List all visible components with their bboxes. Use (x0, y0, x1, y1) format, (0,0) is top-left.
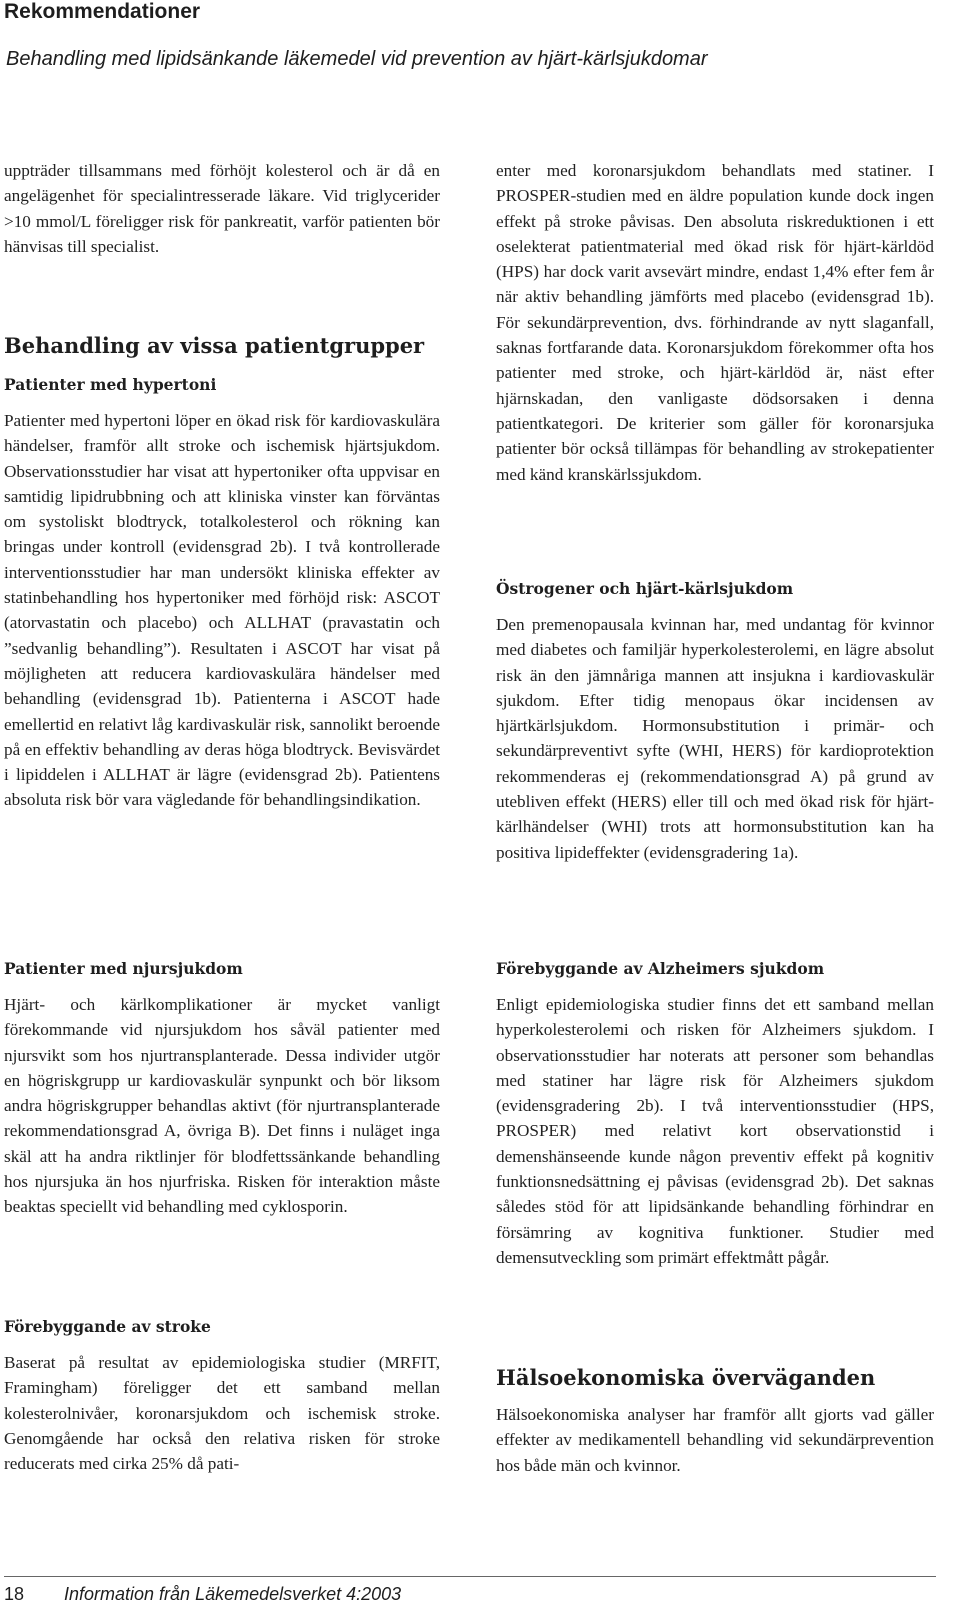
running-header-title: Rekommendationer (4, 0, 201, 23)
stroke-continued-paragraph: enter med koronarsjukdom behandlats med statiner. I PROSPER-studien med en äldre population kunde dock ingen effekt på stroke påvisas. Den absoluta riskreduktionen i ett oselekterat patientmaterial med ökad risk för hjärt-kärldöd (HPS) har dock varit avsevärt mindre, endast 1,4% efter fem år när aktiv behandling jämförts med placebo (evidensgrad 1b). För sekundärprevention, dvs. förhindrande av nytt slaganfall, saknas fortfarande data. Koronarsjukdom förekommer ofta hos patienter med stroke, och hjärt-kärldöd är, näst efter hjärnskadan, den vanligaste dödsorsaken i denna patientkategori. De kriterier som gäller för koronarsjuka patienter bör också tillämpas för behandling av strokepatienter med känd kranskärlssjukdom. (496, 161, 934, 484)
ostrogener-paragraph: Den premenopausala kvinnan har, med undantag för kvinnor med diabetes och familjär hyperkolesterolemi, en lägre absolut risk än den jämnåriga mannen att insjukna i kardiovaskulär sjukdom. Efter tidig menopaus ökar incidensen av hjärtkärlsjukdom. Hormonsubstitution i primär- och sekundärpreventivt syfte (WHI, HERS) för kardioprotektion rekommenderas ej (rekommendationsgrad A) på grund av utebliven effekt (HERS) eller till och med ökad risk för hjärt-kärlhändelser (WHI) trots att hormonsubstitution kan ha positiva lipideffekter (evidensgradering 1a). (496, 615, 934, 862)
njur-heading: Patienter med njursjukdom (4, 959, 243, 978)
halso-heading: Hälsoekonomiska överväganden (496, 1365, 876, 1390)
njur-block (4, 958, 440, 1220)
section-block-patientgrupper (4, 332, 440, 360)
stroke-paragraph: Baserat på resultat av epidemiologiska studier (MRFIT, Framingham) föreligger det ett samband mellan kolesterolnivåer, koronarsjukdom och ischemisk stroke. Genomgående har också den relativa risken för stroke reducerats med cirka 25% då pati- (4, 1353, 440, 1474)
left-column (4, 158, 440, 259)
njur-paragraph: Hjärt- och kärlkomplikationer är mycket vanligt förekommande vid njursjukdom hos såväl patienter med njursvikt som hos njurtransplanterade. Dessa individer utgör en högriskgrupp ur kardiovaskulär synpunkt och bör liksom andra högriskgrupper behandlas aktivt (för njurtransplanterade rekommendationsgrad A, övriga B). Det finns i nuläget inga skäl att ha andra riktlinjer för blodfettssänkande behandling hos njursjuka än hos njurfriska. Risken för interaktion måste beaktas speciellt vid behandling med cyklosporin. (4, 995, 440, 1217)
hypertoni-heading: Patienter med hypertoni (4, 375, 217, 394)
halso-paragraph: Hälsoekonomiska analyser har framför allt gjorts vad gäller effekter av medikamentell behandling vid sekundärprevention hos både män och kvinnor. (496, 1405, 934, 1475)
stroke-block (4, 1316, 440, 1476)
intro-paragraph: uppträder tillsammans med förhöjt kolesterol och är då en angelägenhet för specialintresserade läkare. Vid triglycerider >10 mmol/L föreligger risk för pankreatit, varför patienten bör hänvisas till specialist. (4, 161, 440, 256)
footer-divider (4, 1576, 936, 1577)
footer-source: Information från Läkemedelsverket 4:2003 (64, 1584, 402, 1604)
alzheimer-paragraph: Enligt epidemiologiska studier finns det ett samband mellan hyperkolesterolemi och risken för Alzheimers sjukdom. I observationsstudier har noterats att personer som behandlas med statiner har lägre risk för Alzheimers sjukdom (evidensgradering 2b). I två interventionsstudier (HPS, PROSPER) med relativt kort observationstid i demenshänseende kunde någon preventiv effekt på kognitiv funktionsnedsättning ej påvisas (evidensgrad 2b). Det saknas således stöd för att lipidsänkande behandling förhindrar en försämring av kognitiva funktioner. Studier med demensutveckling som primärt effektmått pågår. (496, 995, 934, 1267)
hypertoni-block (4, 374, 440, 813)
halso-block (496, 1364, 934, 1478)
ostrogener-heading: Östrogener och hjärt-kärlsjukdom (496, 579, 794, 598)
hypertoni-paragraph: Patienter med hypertoni löper en ökad risk för kardiovaskulära händelser, framför allt stroke och ischemisk hjärtsjukdom. Observationsstudier har visat att hypertoniker ofta uppvisar en samtidig lipidrubbning och att kliniska vinster kan förväntas om systoliskt blodtryck, totalkolesterol och rökning kan bringas under kontroll (evidensgrad 2b). I två kontrollerade interventionsstudier har man undersökt kliniska effekter av statinbehandling hos hypertoniker med förhöjd risk: ASCOT (atorvastatin och placebo) och ALLHAT (pravastatin och ”sedvanlig behandling”). Resultaten i ASCOT har visat på möjligheten att reducera kardiovaskulära händelser med behandling (evidensgrad 1b). Patienterna i ASCOT hade emellertid en relativt låg kardivaskulär risk, sannolikt beroende på en effektiv behandling av deras höga blodtryck. Bevisvärdet i lipiddelen i ALLHAT är lägre (evidensgrad 2b). Patientens absoluta risk bör vara vägledande för behandlingsindikation. (4, 411, 440, 810)
section-heading: Behandling av vissa patientgrupper (4, 333, 425, 358)
alzheimer-block (496, 958, 934, 1270)
running-header-subtitle: Behandling med lipidsänkande läkemedel vid prevention av hjärt-kärlsjukdomar (6, 48, 708, 70)
stroke-heading: Förebyggande av stroke (4, 1317, 211, 1336)
ostrogener-block (496, 578, 934, 865)
alzheimer-heading: Förebyggande av Alzheimers sjukdom (496, 959, 825, 978)
page-number: 18 (4, 1584, 25, 1604)
right-column-stroke-continued (496, 158, 934, 487)
